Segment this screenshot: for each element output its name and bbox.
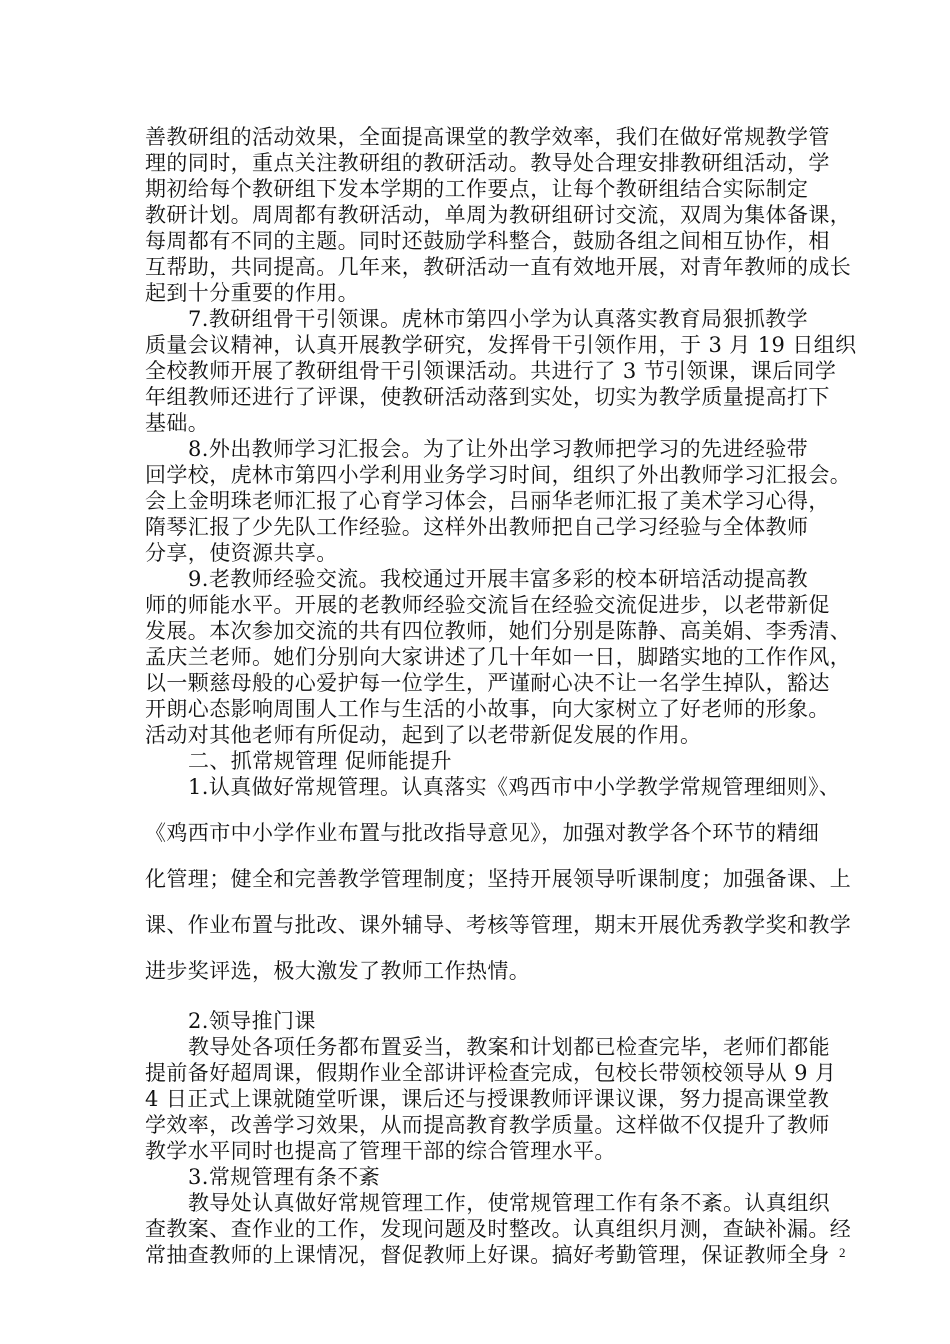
paragraph-line: 质量会议精神，认真开展教学研究，发挥骨干引领作用，于 3 月 19 日组织 (145, 333, 857, 357)
page-number: 2 (839, 1245, 846, 1260)
paragraph-line: 教导处各项任务都布置妥当，教案和计划都已检查完毕，老师们都能 (188, 1035, 830, 1059)
section-heading-9: 9.老教师经验交流。我校通过开展丰富多彩的校本研培活动提高教 (188, 567, 809, 591)
paragraph-line: 发展。本次参加交流的共有四位教师，她们分别是陈静、高美娟、李秀清、 (145, 619, 852, 643)
paragraph-line: 活动对其他老师有所促动，起到了以老带新促发展的作用。 (145, 723, 702, 747)
paragraph-line: 教导处认真做好常规管理工作，使常规管理工作有条不紊。认真组织 (188, 1191, 830, 1215)
paragraph-line: 《鸡西市中小学作业布置与批改指导意见》，加强对教学各个环节的精细 (145, 821, 820, 845)
paragraph-line: 查教案、查作业的工作，发现问题及时整改。认真组织月测，查缺补漏。经 (145, 1217, 852, 1241)
paragraph-line: 回学校，虎林市第四小学利用业务学习时间，组织了外出教师学习汇报会。 (145, 463, 852, 487)
paragraph-line: 教研计划。周周都有教研活动，单周为教研组研讨交流，双周为集体备课， (145, 203, 852, 227)
paragraph-line: 善教研组的活动效果，全面提高课堂的教学效率，我们在做好常规教学管 (145, 125, 830, 149)
paragraph-line: 期初给每个教研组下发本学期的工作要点，让每个教研组结合实际制定 (145, 177, 809, 201)
paragraph-line: 互帮助，共同提高。几年来，教研活动一直有效地开展，对青年教师的成长 (145, 255, 852, 279)
paragraph-line: 师的师能水平。开展的老教师经验交流旨在经验交流促进步，以老带新促 (145, 593, 830, 617)
paragraph-line: 会上金明珠老师汇报了心育学习体会，吕丽华老师汇报了美术学习心得， (145, 489, 830, 513)
paragraph-line: 提前备好超周课，假期作业全部讲评检查完成，包校长带领校领导从 9 月 (145, 1061, 837, 1085)
paragraph-line: 分享，使资源共享。 (145, 541, 338, 565)
paragraph-line: 课、作业布置与批改、课外辅导、考核等管理，期末开展优秀教学奖和教学 (145, 913, 852, 937)
paragraph-line: 常抽查教师的上课情况，督促教师上好课。搞好考勤管理，保证教师全身 (145, 1243, 830, 1267)
paragraph-line: 起到十分重要的作用。 (145, 281, 359, 305)
paragraph-line: 进步奖评选，极大激发了教师工作热情。 (145, 959, 531, 983)
paragraph-line: 以一颗慈母般的心爱护每一位学生，严谨耐心决不让一名学生掉队，豁达 (145, 671, 830, 695)
paragraph-line: 开朗心态影响周围人工作与生活的小故事，向大家树立了好老师的形象。 (145, 697, 830, 721)
paragraph-line: 学效率，改善学习效果，从而提高教育教学质量。这样做不仅提升了教师 (145, 1113, 830, 1137)
paragraph-line: 化管理；健全和完善教学管理制度；坚持开展领导听课制度；加强备课、上 (145, 867, 852, 891)
paragraph-line: 4 日正式上课就随堂听课，课后还与授课教师评课议课，努力提高课堂教 (145, 1087, 830, 1111)
section-heading-3: 3.常规管理有条不紊 (188, 1165, 381, 1189)
section-heading-7: 7.教研组骨干引领课。虎林市第四小学为认真落实教育局狠抓教学 (188, 307, 809, 331)
paragraph-line: 年组教师还进行了评课，使教研活动落到实处，切实为教学质量提高打下 (145, 385, 830, 409)
paragraph-line: 全校教师开展了教研组骨干引领课活动。共进行了 3 节引领课，课后同学 (145, 359, 837, 383)
paragraph-line: 每周都有不同的主题。同时还鼓励学科整合，鼓励各组之间相互协作，相 (145, 229, 830, 253)
paragraph-line: 孟庆兰老师。她们分别向大家讲述了几十年如一日，脚踏实地的工作作风， (145, 645, 852, 669)
section-heading-2: 2.领导推门课 (188, 1009, 316, 1033)
paragraph-line: 理的同时，重点关注教研组的教研活动。教导处合理安排教研组活动，学 (145, 151, 830, 175)
section-heading-8: 8.外出教师学习汇报会。为了让外出学习教师把学习的先进经验带 (188, 437, 809, 461)
paragraph-line: 隋琴汇报了少先队工作经验。这样外出教师把自己学习经验与全体教师 (145, 515, 809, 539)
section-heading-1: 1.认真做好常规管理。认真落实《鸡西市中小学教学常规管理细则》、 (188, 775, 841, 799)
paragraph-line: 基础。 (145, 411, 210, 435)
section-title: 二、抓常规管理 促师能提升 (188, 749, 452, 773)
paragraph-line: 教学水平同时也提高了管理干部的综合管理水平。 (145, 1139, 616, 1163)
